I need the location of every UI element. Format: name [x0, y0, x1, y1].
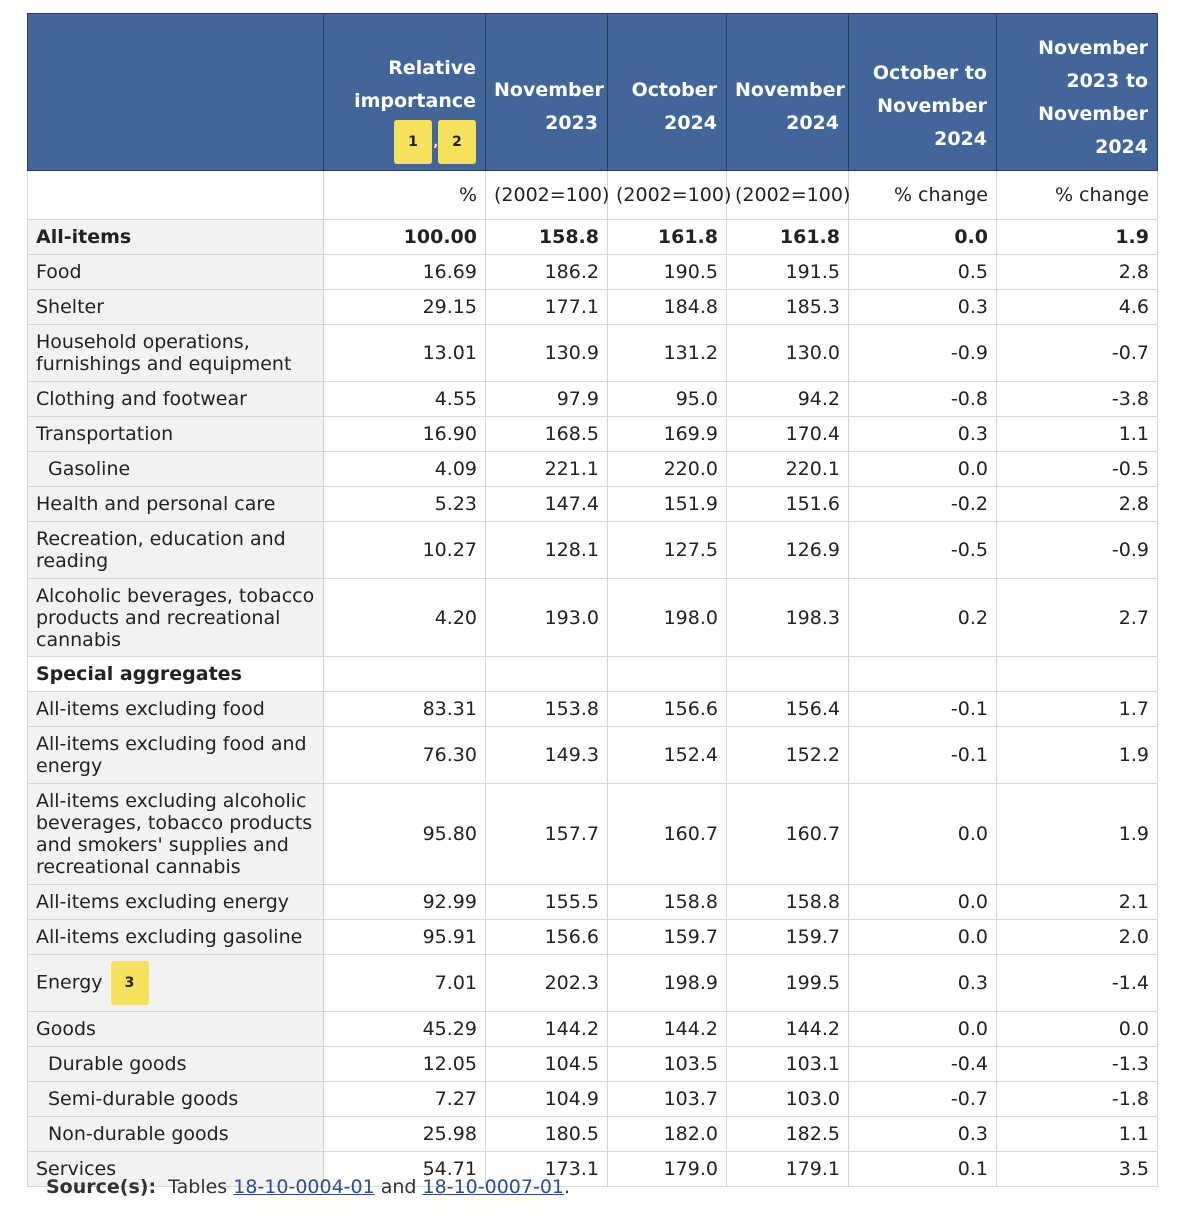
table-link-18-10-0007-01[interactable]: 18-10-0007-01: [422, 1176, 564, 1198]
cell: 0.0: [997, 1012, 1158, 1047]
cell: 159.7: [608, 920, 727, 955]
cell: 0.0: [849, 1012, 997, 1047]
cell: 54.71: [324, 1152, 486, 1187]
cell: 168.5: [486, 417, 608, 452]
row-label: Health and personal care: [28, 487, 324, 522]
header-nov-2023: November 2023: [486, 14, 608, 171]
cell: 155.5: [486, 885, 608, 920]
row-label: Goods: [28, 1012, 324, 1047]
cell: 76.30: [324, 727, 486, 784]
cell: [486, 657, 608, 692]
cell: 179.0: [608, 1152, 727, 1187]
row-label: All-items: [28, 220, 324, 255]
cell: 95.91: [324, 920, 486, 955]
cell: 0.0: [849, 452, 997, 487]
cell: 199.5: [727, 955, 849, 1012]
cell: 3.5: [997, 1152, 1158, 1187]
table-row: [28, 487, 1158, 522]
cell: [727, 657, 849, 692]
cell: 128.1: [486, 522, 608, 579]
row-label: All-items excluding food and energy: [28, 727, 324, 784]
table-row: [28, 784, 1158, 885]
cell: -0.7: [997, 325, 1158, 382]
row-label: All-items excluding gasoline: [28, 920, 324, 955]
cell: 103.1: [727, 1047, 849, 1082]
header-nov23-nov24: November 2023 to November 2024: [997, 14, 1158, 171]
cell: -0.5: [849, 522, 997, 579]
cell: 198.3: [727, 579, 849, 657]
table-row: [28, 255, 1158, 290]
cell: 151.9: [608, 487, 727, 522]
cell: 144.2: [727, 1012, 849, 1047]
cell: -0.1: [849, 692, 997, 727]
cell: 0.0: [849, 784, 997, 885]
cell: 169.9: [608, 417, 727, 452]
cell: 25.98: [324, 1117, 486, 1152]
cell: 1.9: [997, 727, 1158, 784]
cell: 0.5: [849, 255, 997, 290]
cell: 94.2: [727, 382, 849, 417]
cell: 193.0: [486, 579, 608, 657]
cell: 1.7: [997, 692, 1158, 727]
cell: 126.9: [727, 522, 849, 579]
units-cell: % change: [997, 171, 1158, 220]
cell: 179.1: [727, 1152, 849, 1187]
header-relative-importance-label: Relative importance: [354, 57, 476, 112]
cell: 144.2: [608, 1012, 727, 1047]
cell: 7.01: [324, 955, 486, 1012]
cell: 45.29: [324, 1012, 486, 1047]
row-label: Recreation, education and reading: [28, 522, 324, 579]
row-label: Clothing and footwear: [28, 382, 324, 417]
cell: 170.4: [727, 417, 849, 452]
row-label: Transportation: [28, 417, 324, 452]
cell: 0.3: [849, 290, 997, 325]
cell: 184.8: [608, 290, 727, 325]
cell: 0.2: [849, 579, 997, 657]
cell: -1.8: [997, 1082, 1158, 1117]
table-row: [28, 692, 1158, 727]
cell: 4.09: [324, 452, 486, 487]
cell: -0.2: [849, 487, 997, 522]
cell: 144.2: [486, 1012, 608, 1047]
cell: -0.9: [849, 325, 997, 382]
cell: 149.3: [486, 727, 608, 784]
cell: 1.1: [997, 1117, 1158, 1152]
cell: -0.1: [849, 727, 997, 784]
row-label: All-items excluding energy: [28, 885, 324, 920]
units-cell: (2002=100): [608, 171, 727, 220]
cell: -0.9: [997, 522, 1158, 579]
table-row: [28, 417, 1158, 452]
table-row: [28, 325, 1158, 382]
cell: 4.6: [997, 290, 1158, 325]
cell: [997, 657, 1158, 692]
cell: 173.1: [486, 1152, 608, 1187]
cell: 130.9: [486, 325, 608, 382]
table-row: [28, 920, 1158, 955]
header-oct-2024: October 2024: [608, 14, 727, 171]
table-row: [28, 522, 1158, 579]
cell: -0.4: [849, 1047, 997, 1082]
cell: 220.1: [727, 452, 849, 487]
cell: 160.7: [608, 784, 727, 885]
cell: 0.3: [849, 1117, 997, 1152]
cpi-table: [27, 13, 1158, 1187]
source-joiner: and: [380, 1176, 417, 1198]
cell: 182.5: [727, 1117, 849, 1152]
cell: 1.9: [997, 220, 1158, 255]
cell: 160.7: [727, 784, 849, 885]
cell: 220.0: [608, 452, 727, 487]
footnote-2-button[interactable]: 2: [438, 120, 476, 164]
cell: 190.5: [608, 255, 727, 290]
cell: 0.1: [849, 1152, 997, 1187]
cell: [608, 657, 727, 692]
header-oct-nov-2024: October to November 2024: [849, 14, 997, 171]
cell: 147.4: [486, 487, 608, 522]
row-label: All-items excluding alcoholic beverages, tobacco products and smokers' supplies and recreational cannabis: [28, 784, 324, 885]
table-row: [28, 220, 1158, 255]
section-label: Special aggregates: [28, 657, 324, 692]
cell: -1.4: [997, 955, 1158, 1012]
cell: 0.3: [849, 955, 997, 1012]
cell: 221.1: [486, 452, 608, 487]
units-row: [28, 171, 1158, 220]
footnote-1-button[interactable]: 1: [394, 120, 432, 164]
cell: [324, 657, 486, 692]
cell: 97.9: [486, 382, 608, 417]
row-label-energy: [28, 955, 324, 1012]
table-row: [28, 727, 1158, 784]
cell: 100.00: [324, 220, 486, 255]
cell: 0.0: [849, 220, 997, 255]
cell: 177.1: [486, 290, 608, 325]
cell: 0.0: [849, 885, 997, 920]
row-label: All-items excluding food: [28, 692, 324, 727]
cell: 12.05: [324, 1047, 486, 1082]
cell: -0.5: [997, 452, 1158, 487]
cell: 2.8: [997, 255, 1158, 290]
cell: 198.9: [608, 955, 727, 1012]
source-label: Source(s):: [46, 1176, 157, 1198]
cell: 161.8: [608, 220, 727, 255]
units-cell: % change: [849, 171, 997, 220]
cell: 5.23: [324, 487, 486, 522]
row-label: Household operations, furnishings and equipment: [28, 325, 324, 382]
cell: 186.2: [486, 255, 608, 290]
row-label: Energy: [36, 971, 103, 994]
cell: 158.8: [608, 885, 727, 920]
cell: 152.4: [608, 727, 727, 784]
cell: 131.2: [608, 325, 727, 382]
cell: 0.0: [849, 920, 997, 955]
units-cell: (2002=100): [727, 171, 849, 220]
table-row: [28, 1117, 1158, 1152]
cell: 157.7: [486, 784, 608, 885]
cell: 2.0: [997, 920, 1158, 955]
cell: 158.8: [727, 885, 849, 920]
cell: 191.5: [727, 255, 849, 290]
cell: 29.15: [324, 290, 486, 325]
row-label: Gasoline: [28, 452, 324, 487]
row-label: Shelter: [28, 290, 324, 325]
source-prefix: Tables: [168, 1176, 228, 1198]
row-label: Food: [28, 255, 324, 290]
row-label: Durable goods: [28, 1047, 324, 1082]
cpi-table-container: [27, 13, 1157, 1187]
cell: 156.4: [727, 692, 849, 727]
footnote-3-button[interactable]: 3: [111, 961, 149, 1005]
cell: 103.7: [608, 1082, 727, 1117]
cell: 83.31: [324, 692, 486, 727]
cell: 202.3: [486, 955, 608, 1012]
table-row: [28, 1082, 1158, 1117]
cell: 2.7: [997, 579, 1158, 657]
cell: 182.0: [608, 1117, 727, 1152]
cell: 161.8: [727, 220, 849, 255]
cell: 0.3: [849, 417, 997, 452]
cell: -3.8: [997, 382, 1158, 417]
cell: 158.8: [486, 220, 608, 255]
row-label: Services: [28, 1152, 324, 1187]
header-blank: [28, 14, 324, 171]
table-row: [28, 955, 1158, 1012]
cell: 103.5: [608, 1047, 727, 1082]
table-row: [28, 1047, 1158, 1082]
cell: 153.8: [486, 692, 608, 727]
table-row: [28, 885, 1158, 920]
cell: 2.1: [997, 885, 1158, 920]
footnote-separator: ,: [433, 134, 438, 149]
cell: 103.0: [727, 1082, 849, 1117]
cell: 2.8: [997, 487, 1158, 522]
cell: 159.7: [727, 920, 849, 955]
row-label: Semi-durable goods: [28, 1082, 324, 1117]
cell: 130.0: [727, 325, 849, 382]
table-row: [28, 290, 1158, 325]
section-header-row: [28, 657, 1158, 692]
source-note: [46, 1176, 570, 1198]
cell: 156.6: [486, 920, 608, 955]
table-row: [28, 579, 1158, 657]
source-suffix: .: [564, 1176, 571, 1198]
cell: 10.27: [324, 522, 486, 579]
cell: 180.5: [486, 1117, 608, 1152]
cell: 104.5: [486, 1047, 608, 1082]
units-cell: %: [324, 171, 486, 220]
cell: 127.5: [608, 522, 727, 579]
cell: 1.9: [997, 784, 1158, 885]
units-cell: (2002=100): [486, 171, 608, 220]
table-body: [28, 171, 1158, 1187]
cell: 7.27: [324, 1082, 486, 1117]
units-cell: [28, 171, 324, 220]
header-nov-2024: November 2024: [727, 14, 849, 171]
cell: 95.0: [608, 382, 727, 417]
cell: 92.99: [324, 885, 486, 920]
cell: 4.55: [324, 382, 486, 417]
cell: 95.80: [324, 784, 486, 885]
row-label: Non-durable goods: [28, 1117, 324, 1152]
table-link-18-10-0004-01[interactable]: 18-10-0004-01: [233, 1176, 375, 1198]
cell: [849, 657, 997, 692]
cell: 16.90: [324, 417, 486, 452]
header-row: [28, 14, 1158, 171]
table-row: [28, 382, 1158, 417]
cell: 13.01: [324, 325, 486, 382]
table-row: [28, 1012, 1158, 1047]
cell: -0.8: [849, 382, 997, 417]
cell: 156.6: [608, 692, 727, 727]
cell: 16.69: [324, 255, 486, 290]
cell: 198.0: [608, 579, 727, 657]
header-relative-importance: [324, 14, 486, 171]
cell: 151.6: [727, 487, 849, 522]
cell: 1.1: [997, 417, 1158, 452]
cell: 4.20: [324, 579, 486, 657]
cell: 104.9: [486, 1082, 608, 1117]
cell: -0.7: [849, 1082, 997, 1117]
cell: 185.3: [727, 290, 849, 325]
row-label: Alcoholic beverages, tobacco products and recreational cannabis: [28, 579, 324, 657]
cell: -1.3: [997, 1047, 1158, 1082]
table-row: [28, 452, 1158, 487]
cell: 152.2: [727, 727, 849, 784]
